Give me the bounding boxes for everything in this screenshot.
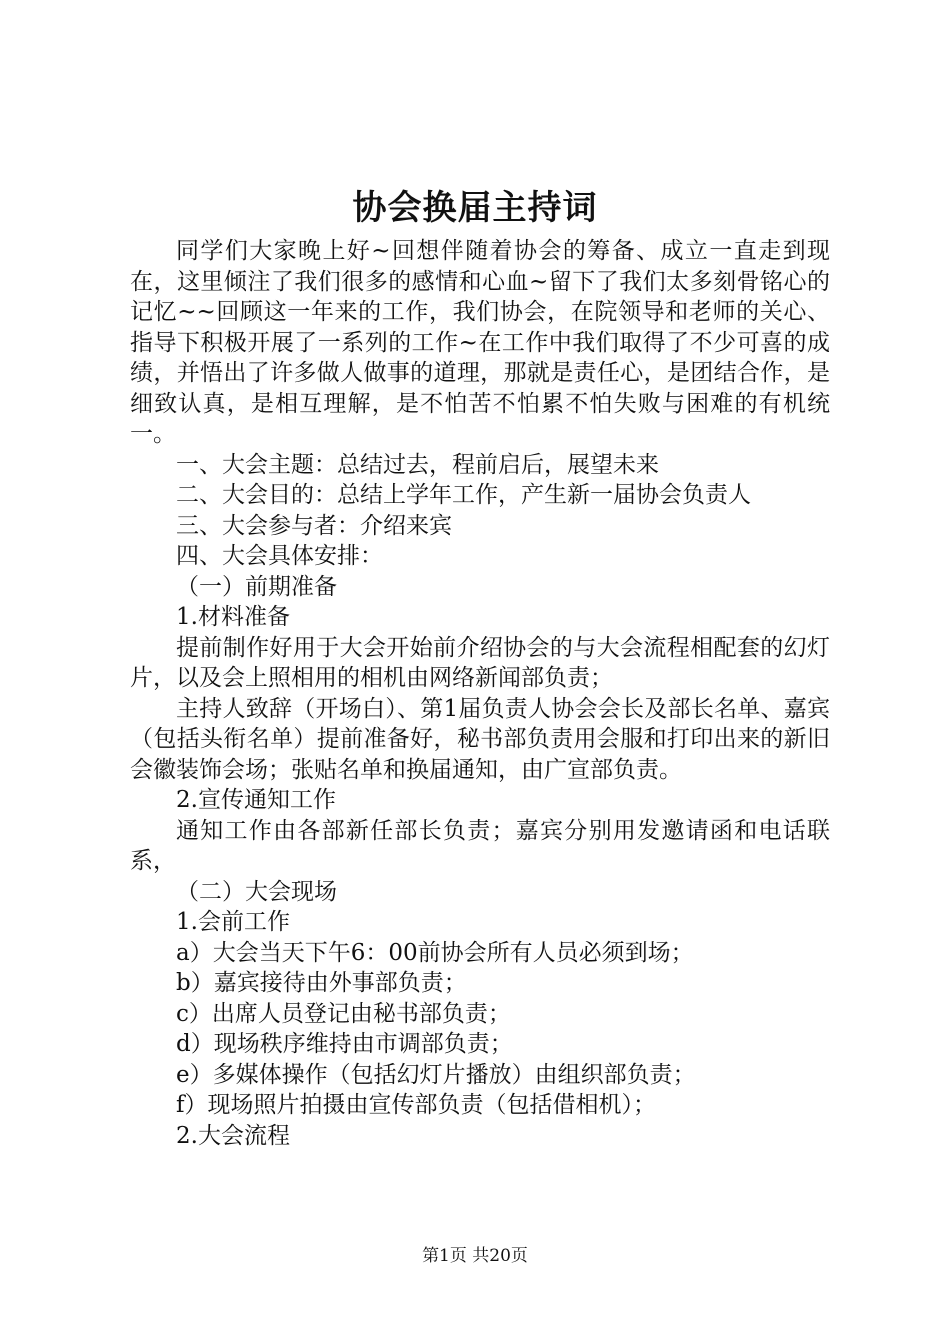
paragraph-slides: 提前制作好用于大会开始前介绍协会的与大会流程相配套的幻灯片，以及会上照相用的相机由网络新闻部负责；	[130, 634, 830, 691]
paragraph-purpose: 二、大会目的：总结上学年工作，产生新一届协会负责人	[176, 482, 751, 508]
list-item-b: b）嘉宾接待由外事部负责；	[176, 970, 467, 996]
paragraph-theme: 一、大会主题：总结过去，程前启后，展望未来	[176, 451, 659, 478]
section-heading-preparation: （一）前期准备	[176, 573, 337, 600]
document-body	[130, 236, 830, 1151]
section-heading-venue: （二）大会现场	[176, 878, 337, 905]
list-item-f: f）现场照片拍摄由宣传部负责（包括借相机）；	[176, 1092, 657, 1118]
paragraph-notice: 通知工作由各部新任部长负责；嘉宾分别用发邀请函和电话联系，	[130, 817, 830, 874]
list-item-c: c）出席人员登记由秘书部负责；	[176, 1000, 511, 1027]
document-title: 协会换届主持词	[352, 188, 598, 228]
page-footer: 第1页 共20页	[422, 1246, 528, 1266]
list-item-a: a）大会当天下午6：00前协会所有人员必须到场；	[176, 939, 694, 966]
paragraph-arrangement: 四、大会具体安排：	[176, 543, 383, 569]
subheading-process: 2.大会流程	[176, 1122, 290, 1149]
subheading-materials: 1.材料准备	[176, 604, 290, 630]
paragraph-intro: 同学们大家晚上好~回想伴随着协会的筹备、成立一直走到现在，这里倾注了我们很多的感情和心血~留下了我们太多刻骨铭心的记忆~~回顾这一年来的工作，我们协会，在院领导和老师的关心、指导下积极开展了一系列的工作~在工作中我们取得了不少可喜的成绩，并悟出了许多做人做事的道理，那就是责任心，是团结合作，是细致认真，是相互理解，是不怕苦不怕累不怕失败与困难的有机统一。	[130, 238, 830, 447]
paragraph-host-speech: 主持人致辞（开场白）、第1届负责人协会会长及部长名单、嘉宾（包括头衔名单）提前准备好，秘书部负责用会服和打印出来的新旧会徽装饰会场；张贴名单和换届通知，由广宣部负责。	[130, 695, 830, 783]
list-item-e: e）多媒体操作（包括幻灯片播放）由组织部负责；	[176, 1061, 696, 1088]
list-item-d: d）现场秩序维持由市调部负责；	[176, 1031, 513, 1057]
paragraph-participants: 三、大会参与者：介绍来宾	[176, 512, 452, 539]
subheading-pre-meeting: 1.会前工作	[176, 909, 290, 935]
subheading-notice: 2.宣传通知工作	[176, 787, 336, 813]
